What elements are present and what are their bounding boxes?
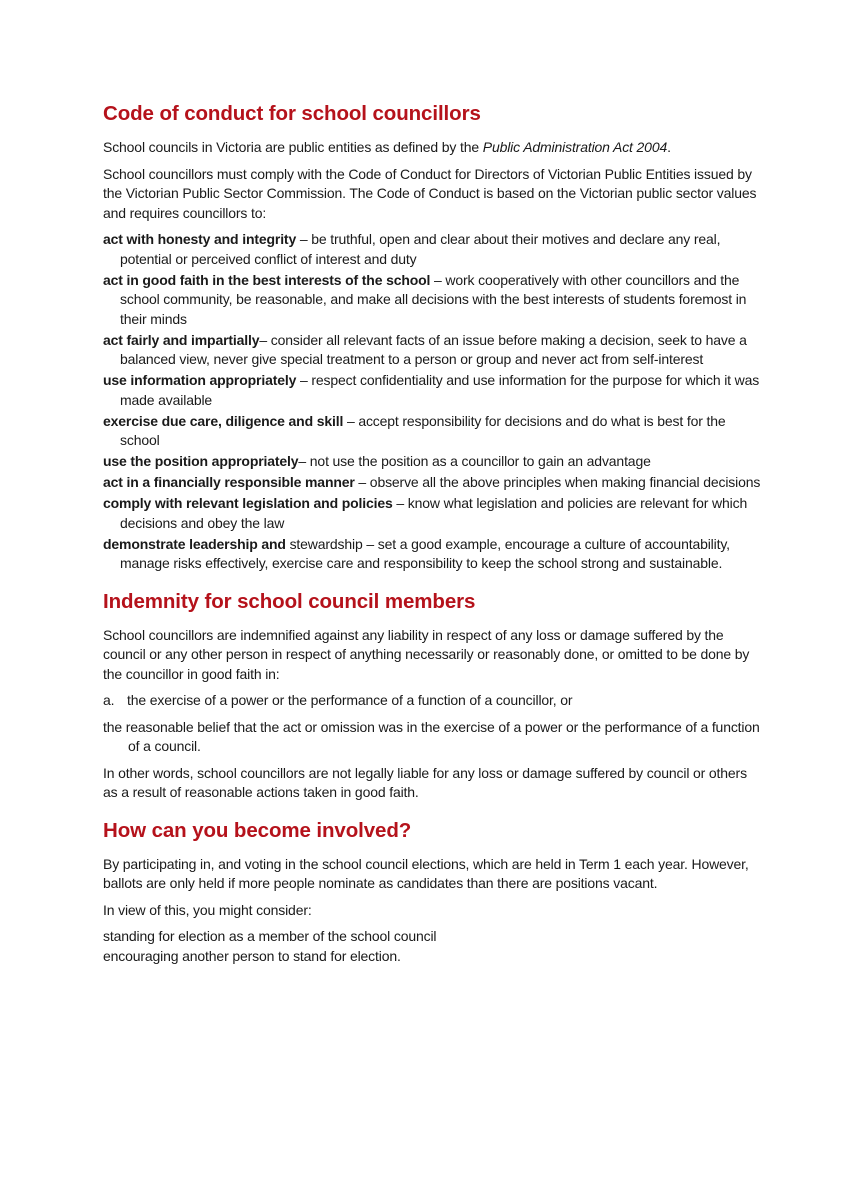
indemnity-summary-paragraph: In other words, school councillors are not legally liable for any loss or damage suffered by council or others as a result of reasonable actions taken in good faith. — [103, 764, 747, 800]
value-term: act in a financially responsible manner — [103, 474, 355, 490]
value-item — [103, 230, 763, 269]
intro-text: School councils in Victoria are public entities as defined by the — [103, 139, 483, 155]
value-description: – accept responsibility for decisions and do what is best for the school — [120, 412, 726, 448]
code-of-conduct-section — [103, 100, 763, 574]
value-item — [103, 535, 763, 574]
value-description: – know what legislation and policies are relevant for which decisions and obey the law — [120, 495, 748, 531]
value-term: act with honesty and integrity — [103, 231, 297, 247]
act-title: Public Administration Act 2004 — [482, 139, 668, 155]
list-marker: a. — [103, 692, 115, 708]
consider-paragraph: In view of this, you might consider: — [103, 901, 312, 918]
value-description: – observe all the above principles when making financial decisions — [354, 474, 761, 490]
value-item — [103, 412, 763, 451]
value-item — [103, 271, 763, 330]
value-item — [103, 473, 763, 493]
indemnity-item-a — [103, 691, 763, 711]
option-item: encouraging another person to stand for election. — [103, 947, 401, 964]
indemnity-paragraph: School councillors are indemnified against any liability in respect of any loss or damage suffered by the council or any other person in respect of anything necessarily or reasonably done, or omitted to be done by the councillor in good faith in: — [103, 626, 750, 682]
indemnity-item-b: the reasonable belief that the act or omission was in the exercise of a power or the performance of a function of a council. — [103, 718, 760, 754]
value-description: – work cooperatively with other councillors and the school community, be reasonable, and make all decisions with the best interests of students foremost in their minds — [120, 271, 747, 327]
values-list — [103, 230, 763, 574]
document-page — [103, 100, 763, 966]
value-item — [103, 452, 763, 472]
value-term: use the position appropriately — [103, 453, 299, 469]
value-description: – consider all relevant facts of an issue before making a decision, seek to have a balanced view, never give special treatment to a person or group and never act from self-interest — [120, 331, 747, 367]
intro-paragraph — [103, 138, 763, 158]
value-term: act in good faith in the best interests of the school — [103, 271, 431, 288]
involvement-options — [103, 927, 763, 966]
value-term: demonstrate leadership and — [103, 535, 286, 552]
value-description: – be truthful, open and clear about their motives and declare any real, potential or perceived conflict of interest and duty — [120, 231, 721, 267]
code-of-conduct-heading: Code of conduct for school councillors — [103, 102, 481, 125]
value-description: – respect confidentiality and use information for the purpose for which it was made available — [120, 372, 760, 408]
elections-paragraph: By participating in, and voting in the school council elections, which are held in Term 1 each year. However, ballots are only held if more people nominate as candidates than there are positions vacant. — [103, 855, 749, 891]
option-item: standing for election as a member of the school council — [103, 928, 437, 944]
value-item — [103, 371, 763, 410]
involvement-heading: How can you become involved? — [103, 818, 412, 842]
code-description-paragraph: School councillors must comply with the Code of Conduct for Directors of Victorian Public Entities issued by the Victorian Public Sector Commission. The Code of Conduct is based on the Victorian public sector values and requires councillors to: — [103, 165, 757, 221]
involvement-section — [103, 817, 763, 967]
value-item — [103, 494, 763, 533]
indemnity-heading: Indemnity for school council members — [103, 589, 476, 613]
intro-end: . — [667, 139, 671, 155]
value-item — [103, 331, 763, 370]
list-item-text: the exercise of a power or the performance of a function of a councillor, or — [127, 692, 573, 708]
value-description: stewardship – set a good example, encourage a culture of accountability, manage risks effectively, exercise care and responsibility to keep the school strong and sustainable. — [120, 535, 730, 571]
value-term: exercise due care, diligence and skill — [103, 412, 344, 429]
value-description: – not use the position as a councillor to gain an advantage — [298, 453, 651, 469]
indemnity-section — [103, 588, 763, 803]
value-term: act fairly and impartially — [103, 331, 260, 348]
value-term: use information appropriately — [103, 372, 297, 388]
value-term: comply with relevant legislation and policies — [103, 495, 393, 511]
